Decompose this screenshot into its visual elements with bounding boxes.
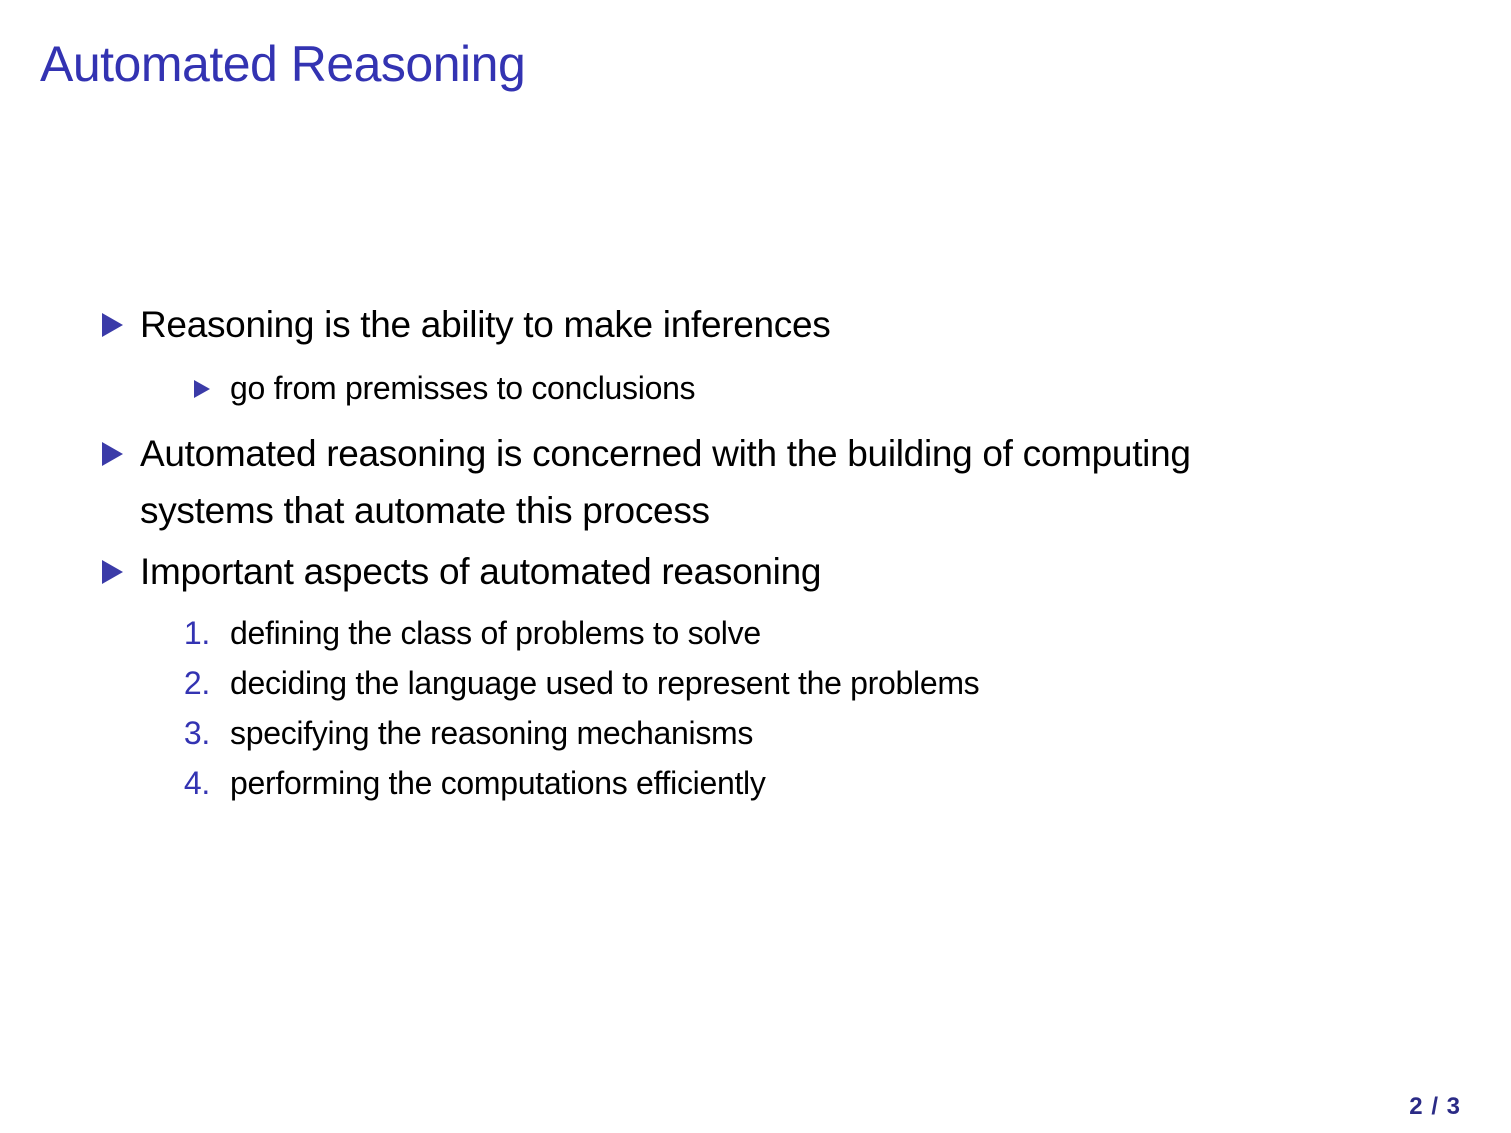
item-number bbox=[170, 658, 210, 708]
enumerated-item bbox=[95, 658, 1330, 708]
item-number bbox=[170, 758, 210, 808]
sub-bullet-item bbox=[95, 363, 1330, 413]
bullet-item bbox=[95, 425, 1330, 539]
item-number-label: 4. bbox=[183, 765, 210, 801]
item-text: specifying the reasoning mechanisms bbox=[230, 715, 754, 751]
page-indicator: 2 / 3 bbox=[1409, 1093, 1461, 1120]
enumerated-item bbox=[95, 758, 1330, 808]
item-number bbox=[170, 708, 210, 758]
item-number bbox=[170, 608, 210, 658]
bullet-marker bbox=[95, 425, 123, 466]
enumerated-item bbox=[95, 708, 1330, 758]
bullet-item bbox=[95, 543, 1330, 600]
item-text: defining the class of problems to solve bbox=[230, 615, 761, 651]
bullet-text: Important aspects of automated reasoning bbox=[140, 551, 822, 592]
item-text: deciding the language used to represent the problems bbox=[230, 665, 980, 701]
bullet-item bbox=[95, 296, 1330, 353]
bullet-text: Automated reasoning is concerned with the building of computing systems that automate this process bbox=[140, 433, 1191, 531]
bullet-text: go from premisses to conclusions bbox=[230, 370, 696, 406]
triangle-bullet-icon bbox=[102, 560, 123, 584]
bullet-text: Reasoning is the ability to make inferences bbox=[140, 304, 831, 345]
item-number-label: 2. bbox=[183, 665, 210, 701]
slide-body bbox=[95, 296, 1330, 808]
item-number-label: 3. bbox=[183, 715, 210, 751]
enumerated-item bbox=[95, 608, 1330, 658]
triangle-bullet-icon bbox=[102, 313, 123, 337]
bullet-marker bbox=[95, 543, 123, 584]
bullet-marker bbox=[95, 296, 123, 337]
triangle-bullet-icon bbox=[102, 442, 123, 466]
slide-title: Automated Reasoning bbox=[40, 36, 526, 92]
item-text: performing the computations efficiently bbox=[230, 765, 766, 801]
item-number-label: 1. bbox=[183, 615, 210, 651]
bullet-marker bbox=[170, 363, 210, 398]
triangle-bullet-icon bbox=[194, 380, 210, 398]
